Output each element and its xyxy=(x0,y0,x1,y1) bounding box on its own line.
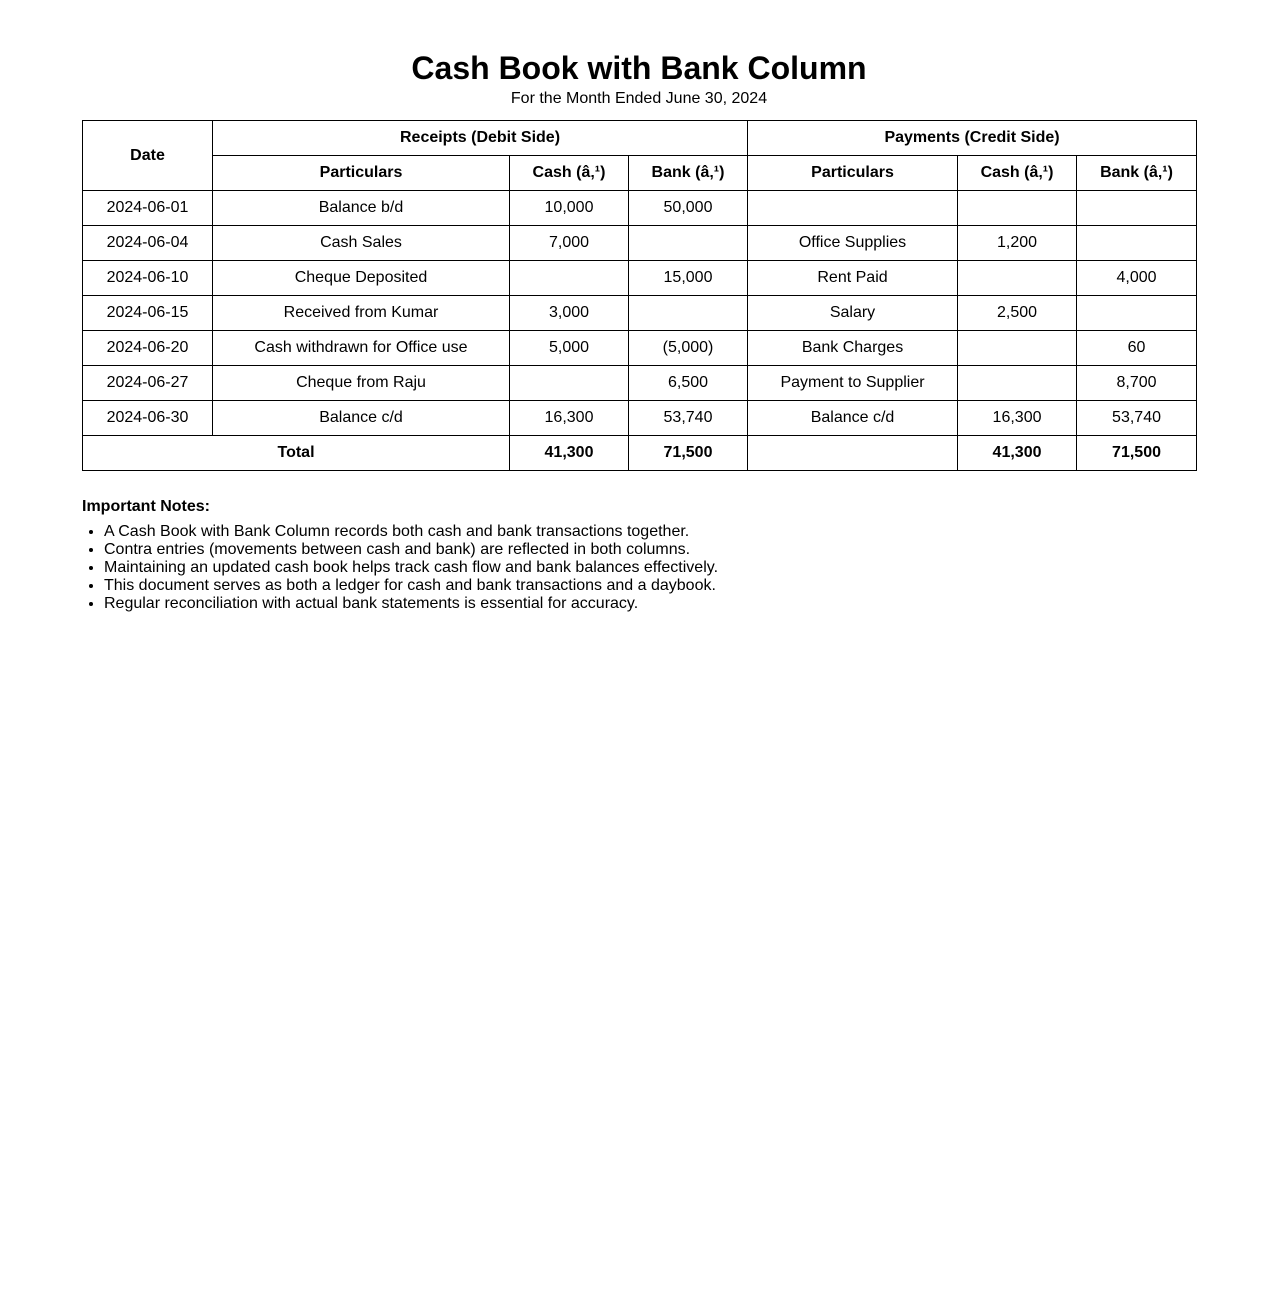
cell-payment-particulars: Rent Paid xyxy=(748,261,958,296)
cell-receipt-bank: 53,740 xyxy=(629,401,748,436)
cell-receipt-particulars: Balance c/d xyxy=(213,401,510,436)
cell-receipt-particulars: Received from Kumar xyxy=(213,296,510,331)
cell-payment-particulars: Balance c/d xyxy=(748,401,958,436)
cell-date: 2024-06-15 xyxy=(83,296,213,331)
cell-date: 2024-06-04 xyxy=(83,226,213,261)
notes-list xyxy=(82,523,1196,613)
total-receipt-bank: 71,500 xyxy=(629,436,748,471)
document-page xyxy=(82,0,1196,613)
total-label: Total xyxy=(83,436,510,471)
header-group-row xyxy=(83,121,1197,156)
header-column-row xyxy=(83,156,1197,191)
header-payments-cash: Cash (â‚¹) xyxy=(958,156,1077,191)
cell-receipt-bank xyxy=(629,296,748,331)
table-row xyxy=(83,366,1197,401)
cell-payment-cash xyxy=(958,366,1077,401)
cell-payment-bank: 8,700 xyxy=(1077,366,1197,401)
cell-payment-particulars xyxy=(748,191,958,226)
page-title: Cash Book with Bank Column xyxy=(411,50,867,86)
cell-payment-cash: 1,200 xyxy=(958,226,1077,261)
cell-receipt-cash: 3,000 xyxy=(510,296,629,331)
table-row xyxy=(83,331,1197,366)
cell-payment-cash: 16,300 xyxy=(958,401,1077,436)
header-payments-particulars: Particulars xyxy=(748,156,958,191)
cell-date: 2024-06-20 xyxy=(83,331,213,366)
table-row xyxy=(83,401,1197,436)
table-row xyxy=(83,226,1197,261)
header-receipts-cash: Cash (â‚¹) xyxy=(510,156,629,191)
total-receipt-cash: 41,300 xyxy=(510,436,629,471)
cell-receipt-cash: 7,000 xyxy=(510,226,629,261)
total-payment-particulars xyxy=(748,436,958,471)
notes-heading: Important Notes: xyxy=(82,498,210,515)
cell-payment-particulars: Salary xyxy=(748,296,958,331)
total-row xyxy=(83,436,1197,471)
cell-date: 2024-06-01 xyxy=(83,191,213,226)
header-date: Date xyxy=(83,121,213,191)
cell-receipt-cash: 16,300 xyxy=(510,401,629,436)
cell-receipt-bank xyxy=(629,226,748,261)
page-subtitle: For the Month Ended June 30, 2024 xyxy=(510,90,768,107)
cell-payment-bank: 53,740 xyxy=(1077,401,1197,436)
cell-receipt-bank: 15,000 xyxy=(629,261,748,296)
header-payments-bank: Bank (â‚¹) xyxy=(1077,156,1197,191)
total-payment-bank: 71,500 xyxy=(1077,436,1197,471)
header-receipts-bank: Bank (â‚¹) xyxy=(629,156,748,191)
cell-payment-bank xyxy=(1077,296,1197,331)
header-receipts-particulars: Particulars xyxy=(213,156,510,191)
cell-receipt-particulars: Cheque Deposited xyxy=(213,261,510,296)
cell-receipt-particulars: Cash Sales xyxy=(213,226,510,261)
cell-payment-bank: 4,000 xyxy=(1077,261,1197,296)
cell-payment-particulars: Bank Charges xyxy=(748,331,958,366)
list-item: • Maintaining an updated cash book helps track cash flow and bank balances effectively. xyxy=(104,559,1196,577)
cell-date: 2024-06-27 xyxy=(83,366,213,401)
cell-receipt-cash xyxy=(510,261,629,296)
cell-date: 2024-06-10 xyxy=(83,261,213,296)
cell-receipt-bank: (5,000) xyxy=(629,331,748,366)
list-item: • A Cash Book with Bank Column records both cash and bank transactions together. xyxy=(104,523,1196,541)
cell-receipt-cash xyxy=(510,366,629,401)
cell-receipt-cash: 10,000 xyxy=(510,191,629,226)
cell-receipt-bank: 50,000 xyxy=(629,191,748,226)
list-item: • Contra entries (movements between cash and bank) are reflected in both columns. xyxy=(104,541,1196,559)
table-row xyxy=(83,296,1197,331)
cell-receipt-particulars: Cash withdrawn for Office use xyxy=(213,331,510,366)
list-item: • Regular reconciliation with actual bank statements is essential for accuracy. xyxy=(104,595,1196,613)
cell-date: 2024-06-30 xyxy=(83,401,213,436)
cell-receipt-cash: 5,000 xyxy=(510,331,629,366)
cell-payment-bank xyxy=(1077,226,1197,261)
table-row xyxy=(83,261,1197,296)
cell-payment-cash xyxy=(958,191,1077,226)
cell-payment-cash: 2,500 xyxy=(958,296,1077,331)
cell-payment-particulars: Office Supplies xyxy=(748,226,958,261)
cell-payment-cash xyxy=(958,261,1077,296)
cash-book-table xyxy=(82,120,1197,471)
cell-receipt-particulars: Cheque from Raju xyxy=(213,366,510,401)
table-header xyxy=(83,121,1197,191)
total-payment-cash: 41,300 xyxy=(958,436,1077,471)
cell-payment-bank: 60 xyxy=(1077,331,1197,366)
header-receipts-group: Receipts (Debit Side) xyxy=(213,121,748,156)
table-body xyxy=(83,191,1197,471)
cell-receipt-bank: 6,500 xyxy=(629,366,748,401)
list-item: • This document serves as both a ledger for cash and bank transactions and a daybook. xyxy=(104,577,1196,595)
table-row xyxy=(83,191,1197,226)
cell-payment-cash xyxy=(958,331,1077,366)
cell-payment-bank xyxy=(1077,191,1197,226)
header-payments-group: Payments (Credit Side) xyxy=(748,121,1197,156)
cell-receipt-particulars: Balance b/d xyxy=(213,191,510,226)
cell-payment-particulars: Payment to Supplier xyxy=(748,366,958,401)
